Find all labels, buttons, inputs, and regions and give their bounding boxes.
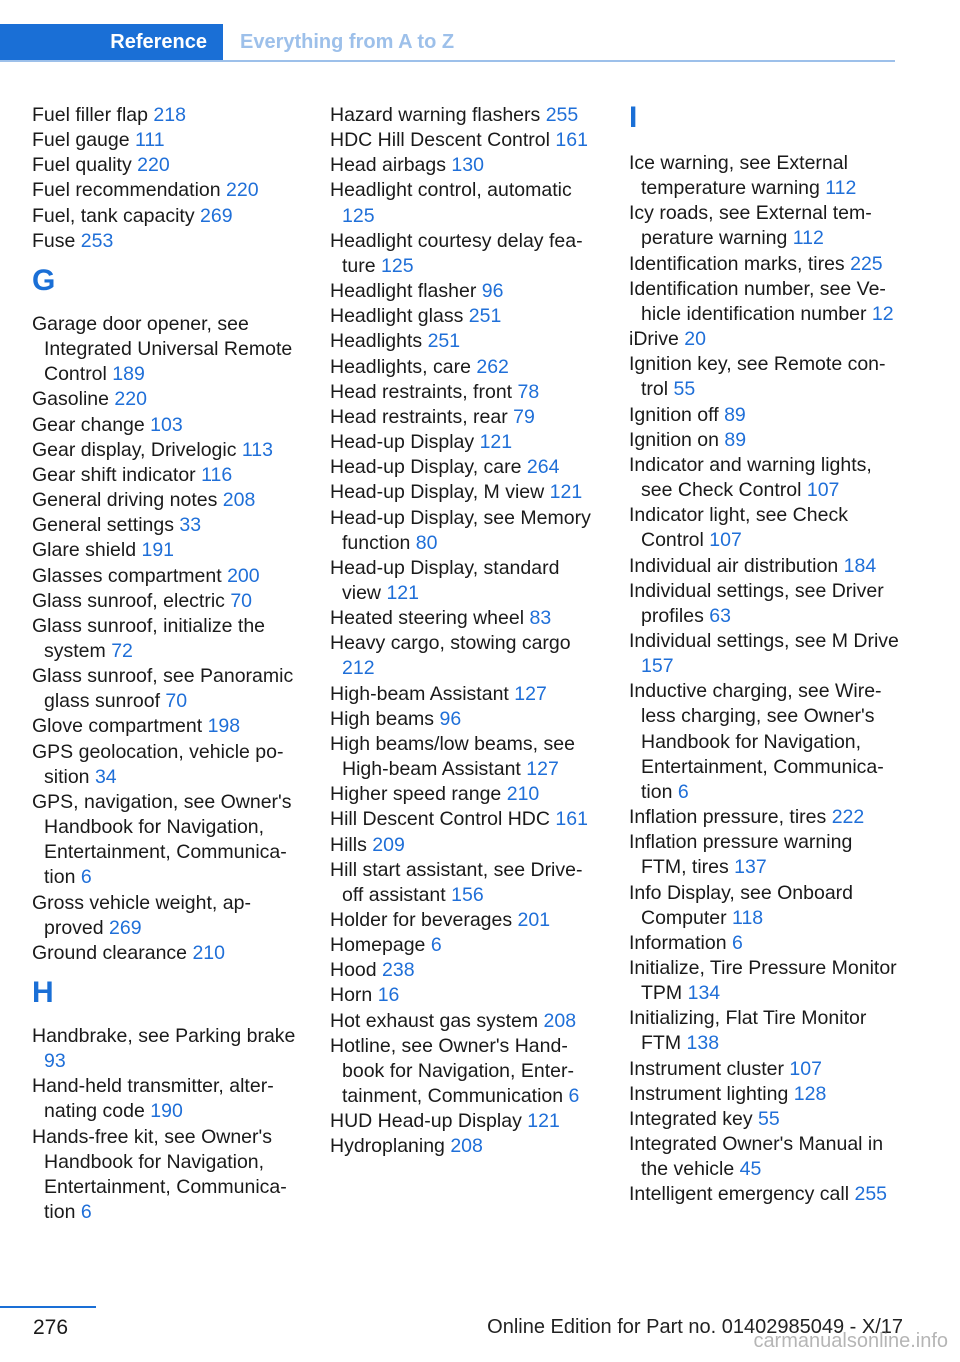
index-entry-term: Head restraints, front [330, 380, 513, 403]
index-entry [32, 153, 304, 178]
index-entry [330, 1109, 602, 1134]
index-column-3 [629, 103, 901, 1208]
page-reference-link[interactable]: 190 [150, 1100, 183, 1123]
page-reference-link[interactable]: 125 [381, 254, 414, 277]
index-entry [330, 430, 602, 455]
index-entry [330, 858, 602, 908]
index-entry-term: Indicator and warning lights, see Check Control [629, 453, 872, 502]
index-entry-term: Individual settings, see M Drive [629, 629, 899, 652]
page-reference-link[interactable]: 218 [153, 104, 186, 126]
index-entry-term: Hand-held transmitter, alternating code [32, 1075, 274, 1123]
page-header [0, 24, 895, 62]
index-entry-term: Headlight flasher [330, 280, 477, 303]
index-entry [32, 128, 304, 153]
index-entry [629, 201, 901, 251]
page-reference-link[interactable]: 111 [135, 129, 165, 152]
index-entry-term: Head-up Display, standard view [330, 556, 560, 604]
index-entry [32, 413, 304, 438]
page-reference-link[interactable]: 238 [382, 959, 415, 982]
index-entry-term: Hot exhaust gas system [330, 1009, 539, 1032]
page-reference-link[interactable]: 161 [555, 808, 588, 831]
page-reference-link[interactable]: 121 [479, 431, 513, 454]
index-entry-term: Fuel filler flap [32, 104, 148, 126]
index-entry [32, 589, 304, 614]
index-entry-term: Garage door opener, see Integrated Universal Remote Control [32, 312, 293, 386]
index-entry-term: Ground clearance [32, 941, 188, 964]
index-entry-term: Ice warning, see External temperature warning [629, 152, 848, 200]
index-entry [32, 790, 304, 891]
index-entry-term: Identification number, see Vehicle identification number [629, 277, 886, 325]
index-entry [330, 807, 602, 832]
index-entry [32, 312, 304, 387]
index-entry-term: Hazard warning flashers [330, 104, 541, 126]
index-entry [629, 1132, 901, 1182]
page-reference-link[interactable]: 125 [342, 204, 375, 227]
index-entry-term: High-beam Assistant [330, 682, 509, 705]
page-reference-link[interactable]: 70 [230, 589, 253, 612]
index-entry [330, 405, 602, 430]
index-entry [629, 679, 901, 805]
index-entry-term: Gear shift indicator [32, 463, 196, 486]
page-reference-link[interactable]: 103 [150, 413, 183, 436]
section-tab-reference[interactable]: Reference [0, 24, 223, 60]
index-entry [629, 453, 901, 503]
index-entry-term: HDC Hill Descent Control [330, 129, 550, 152]
page-reference-link[interactable]: 96 [481, 280, 504, 303]
index-entry-term: Head restraints, rear [330, 405, 508, 428]
index-entry-term: Glasses compartment [32, 564, 222, 587]
index-entry-term: Hills [330, 833, 367, 856]
index-entry-term: Information [629, 931, 727, 954]
page-reference-link[interactable]: 55 [758, 1107, 780, 1130]
index-entry-term: iDrive [629, 328, 679, 351]
index-entry-term: Head-up Display, M view [330, 481, 545, 504]
index-entry [629, 277, 901, 327]
index-entry-term: Hands-free kit, see Owner's Handbook for Navigation, Entertainment, Communication [32, 1125, 287, 1224]
index-entry [32, 538, 304, 563]
index-entry-term: GPS geolocation, vehicle position [32, 740, 284, 788]
page-reference-link[interactable]: 201 [517, 909, 551, 931]
page-reference-link[interactable]: 107 [806, 479, 840, 502]
index-entry-term: General driving notes [32, 489, 218, 512]
page-reference-link[interactable]: 121 [386, 581, 419, 604]
index-entry [629, 428, 901, 453]
index-entry [330, 631, 602, 681]
footer-divider [0, 1306, 96, 1308]
index-entry [32, 204, 304, 229]
index-entry [330, 933, 602, 958]
index-entry-term: HUD Head-up Display [330, 1110, 522, 1133]
page-reference-link[interactable]: 191 [141, 539, 175, 562]
index-column-1 [32, 103, 304, 1225]
index-entry-term: Instrument cluster [629, 1057, 784, 1080]
index-entry [330, 178, 602, 228]
index-entry-term: Indicator light, see Check Control [629, 504, 848, 552]
index-entry-term: Gross vehicle weight, approved [32, 891, 251, 939]
index-entry [330, 279, 602, 304]
index-entry [330, 153, 602, 178]
index-entry [32, 387, 304, 412]
page-reference-link[interactable]: 208 [222, 489, 256, 512]
index-entry-term: Holder for beverages [330, 909, 513, 931]
index-entry [629, 805, 901, 830]
index-entry-term: Glare shield [32, 539, 137, 562]
index-entry-term: Initializing, Flat Tire Monitor FTM [629, 1007, 867, 1055]
index-entry-term: Integrated Owner's Manual in the vehicle [629, 1133, 884, 1181]
page-reference-link[interactable]: 118 [732, 906, 764, 929]
page-reference-link[interactable]: 210 [506, 783, 540, 806]
page-reference-link[interactable]: 121 [549, 481, 583, 504]
index-entry-term: Info Display, see Onboard Computer [629, 881, 854, 929]
page-reference-link[interactable]: 210 [192, 941, 225, 964]
page-reference-link[interactable]: 251 [468, 305, 502, 328]
index-entry [32, 103, 304, 128]
index-entry-term: High beams [330, 707, 435, 730]
page-reference-link[interactable]: 137 [734, 856, 767, 879]
page-reference-link[interactable]: 89 [724, 403, 746, 426]
index-entry-term: Fuel, tank capacity [32, 204, 195, 227]
page-reference-link[interactable]: 184 [843, 554, 877, 577]
index-entry-term: Hydroplaning [330, 1135, 445, 1158]
page-reference-link[interactable]: 128 [793, 1082, 827, 1105]
page-reference-link[interactable]: 83 [529, 607, 552, 630]
index-entry [32, 941, 304, 966]
index-entry [330, 480, 602, 505]
index-entry-term: Fuel quality [32, 154, 132, 177]
index-entry-term: Icy roads, see External temperature warning [629, 202, 872, 250]
index-entry-term: Headlight courtesy delay feature [330, 229, 583, 277]
page-reference-link[interactable]: 45 [739, 1158, 762, 1181]
index-entry [32, 463, 304, 488]
page-reference-link[interactable]: 161 [555, 129, 588, 152]
index-entry-term: Intelligent emergency call [629, 1183, 850, 1206]
page-reference-link[interactable]: 34 [94, 765, 117, 788]
index-entry [32, 740, 304, 790]
index-entry-term: Head-up Display, care [330, 456, 522, 479]
page-reference-link[interactable]: 134 [687, 982, 721, 1005]
index-entry-term: Gasoline [32, 388, 109, 411]
page-reference-link[interactable]: 96 [439, 707, 462, 730]
page-reference-link[interactable]: 220 [137, 154, 170, 177]
index-entry-term: Head airbags [330, 154, 446, 177]
index-entry [330, 782, 602, 807]
page-reference-link[interactable]: 264 [526, 456, 560, 479]
page-reference-link[interactable]: 255 [854, 1183, 888, 1206]
index-entry [629, 1006, 901, 1056]
index-entry [629, 352, 901, 402]
index-entry-term: Glove compartment [32, 715, 203, 738]
page-reference-link[interactable]: 138 [686, 1032, 720, 1055]
index-entry-term: Hotline, see Owner's Handbook for Navigation, Entertainment, Communication [330, 1034, 574, 1108]
index-entry [330, 1034, 602, 1109]
page-reference-link[interactable]: 262 [476, 355, 509, 378]
index-entry [32, 891, 304, 941]
page-reference-link[interactable]: 107 [789, 1057, 822, 1080]
index-entry-term: Headlights [330, 330, 423, 353]
index-entry-term: Headlight control, automatic [330, 179, 572, 202]
page-reference-link[interactable]: 6 [731, 931, 743, 954]
index-entry-term: Gear display, Drivelogic [32, 438, 237, 461]
page-reference-link[interactable]: 253 [80, 229, 114, 252]
page-reference-link[interactable]: 6 [568, 1085, 580, 1108]
index-entry-term: Higher speed range [330, 783, 502, 806]
index-entry-term: Inflation pressure warning FTM, tires [629, 831, 853, 879]
page-reference-link[interactable]: 33 [179, 514, 202, 537]
header-divider [0, 60, 895, 62]
page-reference-link[interactable]: 112 [825, 177, 857, 200]
index-entry-term: Identification marks, tires [629, 252, 845, 275]
index-entry [629, 252, 901, 277]
page-reference-link[interactable]: 255 [545, 104, 579, 126]
page-reference-link[interactable]: 121 [527, 1110, 560, 1133]
page-reference-link[interactable]: 116 [201, 463, 233, 486]
page-reference-link[interactable]: 200 [227, 564, 260, 587]
index-entry [32, 438, 304, 463]
page-reference-link[interactable]: 127 [526, 758, 559, 781]
chapter-title[interactable]: Everything from A to Z [240, 31, 455, 53]
index-entry [330, 506, 602, 556]
watermark: carmanualsonline.info [753, 1330, 948, 1352]
index-entry [32, 664, 304, 714]
index-entry [32, 229, 304, 254]
page-reference-link[interactable]: 269 [109, 916, 142, 939]
index-entry-term: Fuse [32, 229, 76, 252]
page-reference-link[interactable]: 78 [517, 380, 540, 403]
index-entry [330, 229, 602, 279]
page-reference-link[interactable]: 220 [114, 388, 147, 411]
index-entry [629, 881, 901, 931]
index-entry [629, 554, 901, 579]
index-entry [629, 503, 901, 553]
index-entry-term: Gear change [32, 413, 145, 436]
page-reference-link[interactable]: 130 [451, 154, 484, 177]
page-reference-link[interactable]: 212 [342, 657, 375, 680]
index-entry [330, 707, 602, 732]
page-reference-link[interactable]: 6 [430, 934, 442, 957]
index-entry-term: Hood [330, 959, 377, 982]
index-entry [32, 564, 304, 589]
index-entry [330, 1009, 602, 1034]
index-entry-term: Ignition on [629, 428, 719, 451]
page-reference-link[interactable]: 157 [641, 655, 674, 678]
index-entry-term: Head-up Display, see Memory function [330, 506, 591, 554]
index-entry [330, 732, 602, 782]
index-entry [629, 1057, 901, 1082]
index-entry-term: Glass sunroof, initialize the system [32, 614, 266, 662]
index-entry [330, 958, 602, 983]
index-entry [629, 956, 901, 1006]
index-entry-term: Inductive charging, see Wireless charging, see Owner's Handbook for Navigation, Entertainment, Communication [629, 680, 884, 803]
page-reference-link[interactable]: 6 [677, 780, 689, 803]
index-entry-term: Instrument lighting [629, 1082, 789, 1105]
index-entry-term: Hill Descent Control HDC [330, 808, 550, 831]
index-entry-term: Head-up Display [330, 431, 475, 454]
index-entry [330, 682, 602, 707]
index-entry [330, 908, 602, 933]
index-entry [330, 983, 602, 1008]
index-entry [330, 833, 602, 858]
index-entry-term: Glass sunroof, see Panoramic glass sunroof [32, 665, 294, 713]
index-entry [629, 327, 901, 352]
page-reference-link[interactable]: 55 [673, 378, 696, 401]
index-entry [330, 103, 602, 128]
index-entry-term: Headlights, care [330, 355, 471, 378]
page-reference-link[interactable]: 189 [112, 363, 145, 386]
page-reference-link[interactable]: 251 [427, 330, 461, 353]
index-entry [330, 128, 602, 153]
index-entry [32, 1024, 304, 1074]
index-entry-term: Integrated key [629, 1107, 753, 1130]
index-entry [629, 1182, 901, 1207]
index-entry-term: Heavy cargo, stowing cargo [330, 632, 571, 655]
page-reference-link[interactable]: 222 [831, 806, 865, 829]
index-entry [629, 629, 901, 679]
index-entry [330, 455, 602, 480]
index-column-2 [330, 103, 602, 1160]
index-entry [32, 488, 304, 513]
index-entry-term: Individual settings, see Driver profiles [629, 579, 884, 627]
index-letter-heading: G [32, 263, 56, 297]
index-entry-term: Horn [330, 984, 373, 1007]
page-reference-link[interactable]: 80 [415, 531, 438, 554]
index-entry [32, 513, 304, 538]
index-entry [330, 355, 602, 380]
index-entry [330, 304, 602, 329]
index-entry-term: Glass sunroof, electric [32, 589, 225, 612]
index-entry [629, 931, 901, 956]
page-reference-link[interactable]: 208 [450, 1135, 483, 1158]
index-entry-term: Individual air distribution [629, 554, 839, 577]
index-entry-term: High beams/low beams, see High-beam Assistant [330, 732, 575, 781]
index-entry [32, 714, 304, 739]
index-entry [629, 403, 901, 428]
index-entry-term: Ignition off [629, 403, 719, 426]
index-entry-term: Inflation pressure, tires [629, 806, 827, 829]
index-entry-term: Fuel recommendation [32, 179, 221, 202]
index-entry [32, 614, 304, 664]
index-entry [629, 151, 901, 201]
index-entry-term: General settings [32, 514, 174, 537]
page-reference-link[interactable]: 63 [709, 604, 731, 627]
page-reference-link[interactable]: 198 [207, 715, 241, 738]
index-entry [330, 556, 602, 606]
index-entry-term: GPS, navigation, see Owner's Handbook for Navigation, Entertainment, Communication [32, 790, 292, 889]
index-entry-term: Handbrake, see Parking brake [32, 1025, 296, 1047]
page-reference-link[interactable]: 269 [200, 204, 233, 227]
page-reference-link[interactable]: 220 [226, 179, 259, 202]
page-reference-link[interactable]: 20 [684, 328, 706, 351]
page-reference-link[interactable]: 72 [111, 639, 133, 662]
page-reference-link[interactable]: 112 [792, 227, 824, 250]
page-reference-link[interactable]: 70 [165, 690, 188, 713]
index-entry [629, 1107, 901, 1132]
page-number: 276 [33, 1316, 69, 1339]
index-entry [32, 178, 304, 203]
page-reference-link[interactable]: 127 [514, 682, 547, 705]
page-reference-link[interactable]: 93 [44, 1050, 66, 1073]
index-entry [32, 1074, 304, 1124]
page-reference-link[interactable]: 6 [80, 1201, 92, 1224]
page-reference-link[interactable]: 208 [543, 1009, 577, 1032]
index-letter-heading: H [32, 976, 54, 1009]
page-reference-link[interactable]: 156 [451, 883, 484, 906]
index-entry [629, 1082, 901, 1107]
index-entry [330, 1134, 602, 1159]
page-reference-link[interactable]: 113 [241, 438, 273, 461]
index-entry-term: Hill start assistant, see Drive-off assistant [330, 858, 583, 906]
index-entry-term: Headlight glass [330, 305, 464, 328]
index-entry [330, 606, 602, 631]
page-reference-link[interactable]: 225 [850, 252, 883, 275]
index-entry [32, 1125, 304, 1226]
page-reference-link[interactable]: 12 [871, 302, 894, 325]
page-reference-link[interactable]: 209 [372, 833, 405, 856]
index-entry-term: Fuel gauge [32, 129, 130, 152]
page-reference-link[interactable]: 107 [709, 529, 742, 552]
page-reference-link[interactable]: 89 [724, 428, 747, 451]
index-entry-term: Heated steering wheel [330, 607, 525, 630]
index-entry [629, 579, 901, 629]
index-entry-term: Initialize, Tire Pressure Monitor TPM [629, 957, 897, 1005]
edition-note: Online Edition for Part no. 01402985049 - X/17 [487, 1316, 903, 1338]
index-entry-term: Ignition key, see Remote control [629, 353, 886, 401]
page-reference-link[interactable]: 79 [513, 405, 535, 428]
index-entry [330, 380, 602, 405]
index-entry-term: Homepage [330, 934, 426, 957]
page-reference-link[interactable]: 16 [377, 984, 400, 1007]
index-entry [629, 830, 901, 880]
index-entry [330, 329, 602, 354]
index-letter-heading: I [629, 101, 638, 134]
page-reference-link[interactable]: 6 [80, 866, 92, 889]
